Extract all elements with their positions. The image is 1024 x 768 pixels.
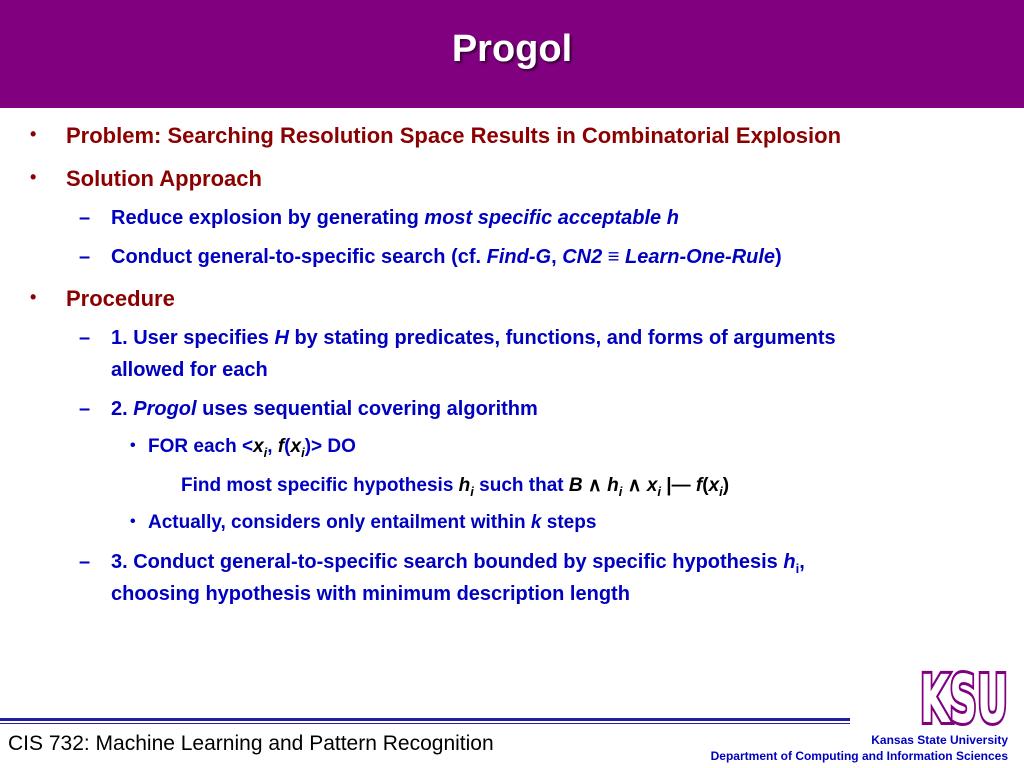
var-h: h [783, 551, 796, 573]
text-segment: ) [775, 246, 782, 268]
bullet-marker: • [130, 437, 136, 454]
subsub-entailment [130, 512, 597, 534]
subscript-i: i [618, 483, 623, 499]
subbullet-bounded-search-cont [111, 583, 630, 606]
var-h: h [607, 475, 619, 496]
subsub-for-each [130, 436, 356, 460]
text-segment: )> DO [304, 436, 356, 457]
text-segment: FOR each < [148, 436, 254, 457]
text-segment: steps [541, 512, 597, 533]
text-segment: allowed for each [111, 359, 268, 381]
subbullet-user-specifies-cont [111, 359, 268, 382]
subscript-i: i [657, 483, 662, 499]
text-segment: ( [284, 436, 291, 457]
subbullet-reduce-explosion [79, 207, 679, 230]
var-x: x [253, 436, 264, 457]
university-name: Kansas State University [871, 733, 1008, 747]
subbullet-bounded-search [79, 551, 805, 576]
text-segment: Find most specific hypothesis [181, 475, 459, 496]
var-B: B [568, 475, 583, 496]
department-name: Department of Computing and Information Sciences [710, 749, 1008, 763]
text-italic: H [274, 327, 289, 349]
slide-title: Progol [451, 28, 573, 70]
text-segment: Actually, considers only entailment within [148, 512, 531, 533]
course-title: CIS 732: Machine Learning and Pattern Recognition [8, 732, 494, 755]
bullet-procedure [30, 286, 175, 312]
bullet-solution-approach [30, 166, 262, 192]
dash-marker: – [79, 246, 91, 268]
dash-marker: – [79, 327, 91, 349]
and-symbol: ∧ [622, 475, 647, 496]
bullet-problem [30, 123, 842, 149]
var-f: f [695, 475, 703, 496]
text-segment: by stating predicates, functions, and forms of arguments [288, 327, 836, 349]
logo-text: KSU [920, 662, 1008, 732]
var-x: x [290, 436, 302, 457]
and-symbol: ∧ [582, 475, 608, 496]
text-italic: most specific acceptable h [424, 207, 679, 229]
subbullet-conduct-search [79, 246, 782, 269]
text-segment: 1. User specifies [111, 327, 275, 349]
text-segment: Reduce explosion by generating [111, 207, 425, 229]
text-segment: such that [473, 475, 569, 496]
text-italic: k [530, 512, 542, 533]
text-segment: , [267, 436, 278, 457]
bullet-marker: • [30, 167, 37, 187]
bullet-marker: • [130, 513, 136, 530]
entails-symbol: |— [661, 475, 696, 496]
var-h: h [458, 475, 471, 496]
bullet-text: Problem: Searching Resolution Space Results in Combinatorial Explosion [66, 123, 842, 148]
var-f: f [277, 436, 285, 457]
footer-divider-thin [0, 723, 850, 724]
text-italic: Find-G [486, 246, 552, 268]
bullet-text: Procedure [66, 286, 175, 311]
text-italic: CN2 [562, 246, 603, 268]
subscript-i: i [301, 444, 305, 460]
text-segment: uses sequential covering algorithm [196, 398, 538, 420]
subbullet-progol-covering [79, 398, 538, 421]
bullet-text: Solution Approach [66, 166, 262, 191]
subscript-i: i [263, 444, 268, 460]
find-hypothesis-line [181, 474, 729, 499]
subscript-i: i [470, 483, 474, 499]
text-segment: Conduct general-to-specific search (cf. [111, 246, 487, 268]
text-italic: Progol [133, 398, 197, 420]
dash-marker: – [79, 207, 91, 229]
text-segment: ( [702, 475, 709, 496]
dash-marker: – [79, 551, 91, 573]
footer-divider [0, 718, 850, 721]
dash-marker: – [79, 398, 91, 420]
var-x: x [646, 475, 658, 496]
text-segment: 2. [111, 398, 134, 420]
text-segment: 3. Conduct general-to-specific search bounded by specific hypothesis [111, 551, 784, 573]
text-italic: Learn-One-Rule [625, 246, 776, 268]
ksu-logo [918, 662, 1010, 732]
subscript-i: i [795, 561, 800, 576]
text-segment: , [551, 246, 563, 268]
text-segment: , [799, 551, 805, 573]
text-segment: choosing hypothesis with minimum description length [111, 583, 630, 605]
text-segment: ) [722, 475, 730, 496]
bullet-marker: • [30, 287, 37, 307]
equiv-symbol: ≡ [602, 246, 626, 268]
var-x: x [708, 475, 720, 496]
subbullet-user-specifies [79, 327, 836, 350]
subscript-i: i [719, 483, 723, 499]
bullet-marker: • [30, 124, 37, 144]
